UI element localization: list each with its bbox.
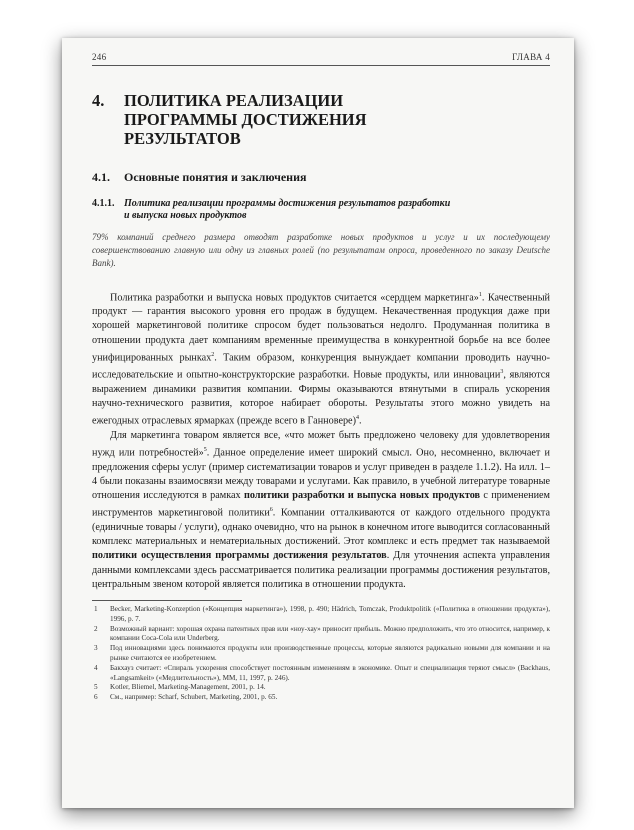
footnote-text: Бакхауз считает: «Спираль ускорения способствует постоянным изменениям в экономике. Опыт и специализация теряют смысл» (Backhaus, «Langsamkeit» («Медлительность»), MM, 11, 1997, р. 246). <box>110 663 550 682</box>
chapter-label: ГЛАВА 4 <box>512 52 550 62</box>
text-run: . Таким образом, конкуренция вынуждает компании проводить научно-исследовательские и опытно-конструкторские разработки. Новые продукты, или инновации <box>92 352 550 381</box>
text-run: Политика разработки и выпуска новых продуктов считается «сердцем маркетинга» <box>110 292 479 303</box>
page-number: 246 <box>92 52 107 62</box>
section-number: 4.1. <box>92 170 110 184</box>
chapter-title: ПОЛИТИКА РЕАЛИЗАЦИИ ПРОГРАММЫ ДОСТИЖЕНИЯ РЕЗУЛЬТАТОВ <box>124 91 367 148</box>
footnote-text: Becker, Marketing-Konzeption («Концепция маркетинга»), 1998, р. 490; Hädrich, Tomczak, Produktpolitik («Политика в отношении продукта»), 1996, р. 7. <box>110 605 550 623</box>
footnote-ref: 1 <box>478 291 482 298</box>
running-head <box>92 52 550 66</box>
footnote <box>92 644 550 664</box>
footnote <box>92 683 550 693</box>
footnote <box>92 693 550 703</box>
section-title: Основные понятия и заключения <box>124 170 307 184</box>
footnote-text: Под инновациями здесь понимаются продукты или производственные процессы, которые являются радикально новыми для компании и на рынке считаются ее изобретением. <box>110 644 550 662</box>
paragraph-2 <box>92 429 550 592</box>
footnote-mark: 5 <box>94 683 98 692</box>
text-run: . Для уточнения аспекта управления данными комплексами здесь рассматривается политика реализации программы достижения результатов, центральным звеном которой является политика в отношении продукта. <box>92 550 550 590</box>
text-run: . <box>358 415 362 427</box>
page-content <box>92 52 550 703</box>
text-run: . Компании отталкиваются от каждого отдельного продукта (единичные товары / услуги), однако очевидно, что на рынок в конечном итоге выводится согласованный комплекс материальных и нематериальных достижений. Этот комплекс и есть предмет так называемой <box>92 507 550 548</box>
footnote <box>92 625 550 645</box>
emphasis-term: политики разработки и выпуска новых продуктов <box>243 490 481 502</box>
footnote-ref: 3 <box>500 369 504 376</box>
footnote <box>92 664 550 684</box>
section-heading <box>92 170 550 185</box>
footnote-mark: 6 <box>94 693 98 702</box>
footnote-ref: 2 <box>211 351 215 358</box>
footnote-mark: 1 <box>94 605 98 614</box>
subsection-title: Политика реализации программы достижения результатов разработки и выпуска новых продуктов <box>124 198 451 221</box>
subsection-heading <box>92 198 550 222</box>
footnote-text: Kotler, Bliemel, Marketing-Management, 2001, р. 14. <box>110 683 266 692</box>
footnote-mark: 3 <box>94 644 98 653</box>
book-page <box>62 38 574 808</box>
footnote-ref: 6 <box>269 507 273 514</box>
chapter-number: 4. <box>92 91 105 110</box>
footnote-text: См., например: Scharf, Schubert, Marketing, 2001, р. 65. <box>110 693 278 702</box>
emphasis-term: политики осуществления программы достижения результатов <box>92 550 387 562</box>
subsection-number: 4.1.1. <box>92 198 115 209</box>
footnote-mark: 4 <box>94 663 98 672</box>
paragraph-1 <box>92 288 550 429</box>
epigraph: 79% компаний среднего размера отводят разработке новых продуктов и услуг и их последующему совершенствованию главную или одну из главных ролей (по результатам опроса, проведенного по заказу Deutsche Bank). <box>92 232 550 269</box>
body-text <box>92 288 550 592</box>
text-run: Для маркетинга товаром является все, «что может быть предложено человеку для удовлетворения нужд или потребностей» <box>92 430 550 459</box>
text-run: с применением инструментов маркетинговой политики <box>92 490 550 519</box>
footnote-ref: 5 <box>203 447 207 454</box>
footnote-text: Возможный вариант: хорошая охрана патентных прав или «ноу-хау» приносит прибыль. Можно предположить, что это относится, например, к компании Coca-Cola или Underberg. <box>110 624 550 643</box>
chapter-heading <box>92 91 550 148</box>
footnote-ref: 4 <box>355 415 359 422</box>
text-run: . Качественный продукт — гарантия высокого уровня его продаж в будущем. Некачественная продукция даже при хорошей маркетинговой политике спросом будет пользоваться недолго. Продуманная политика в отношении продукта дает компаниям временные преимущества в конкурентной борьбе на все более унифицированных рынках <box>92 292 550 364</box>
footnote-mark: 2 <box>94 624 98 633</box>
text-run: , являются выражением динамики развития компании. Фирмы оказываются втянутыми в спираль ускорения научно-технического развития, которое набирает обороты. Результаты этого можно увидеть на ежегодных отраслевых ярмарках (прежде всего в Ганновере) <box>92 369 550 427</box>
footnote-rule <box>92 600 242 601</box>
footnotes <box>92 605 550 703</box>
text-run: . Данное определение имеет широкий смысл. Оно, несомненно, включает и предложения сферы услуг (пример систематизации товаров и услуг приведен в разделе 1.1.2). На илл. 1–4 были показаны взаимосвязи между товарами и услугами. Как правило, в учебной литературе товарные отношения исследуются в рамках <box>92 447 551 502</box>
footnote <box>92 605 550 625</box>
